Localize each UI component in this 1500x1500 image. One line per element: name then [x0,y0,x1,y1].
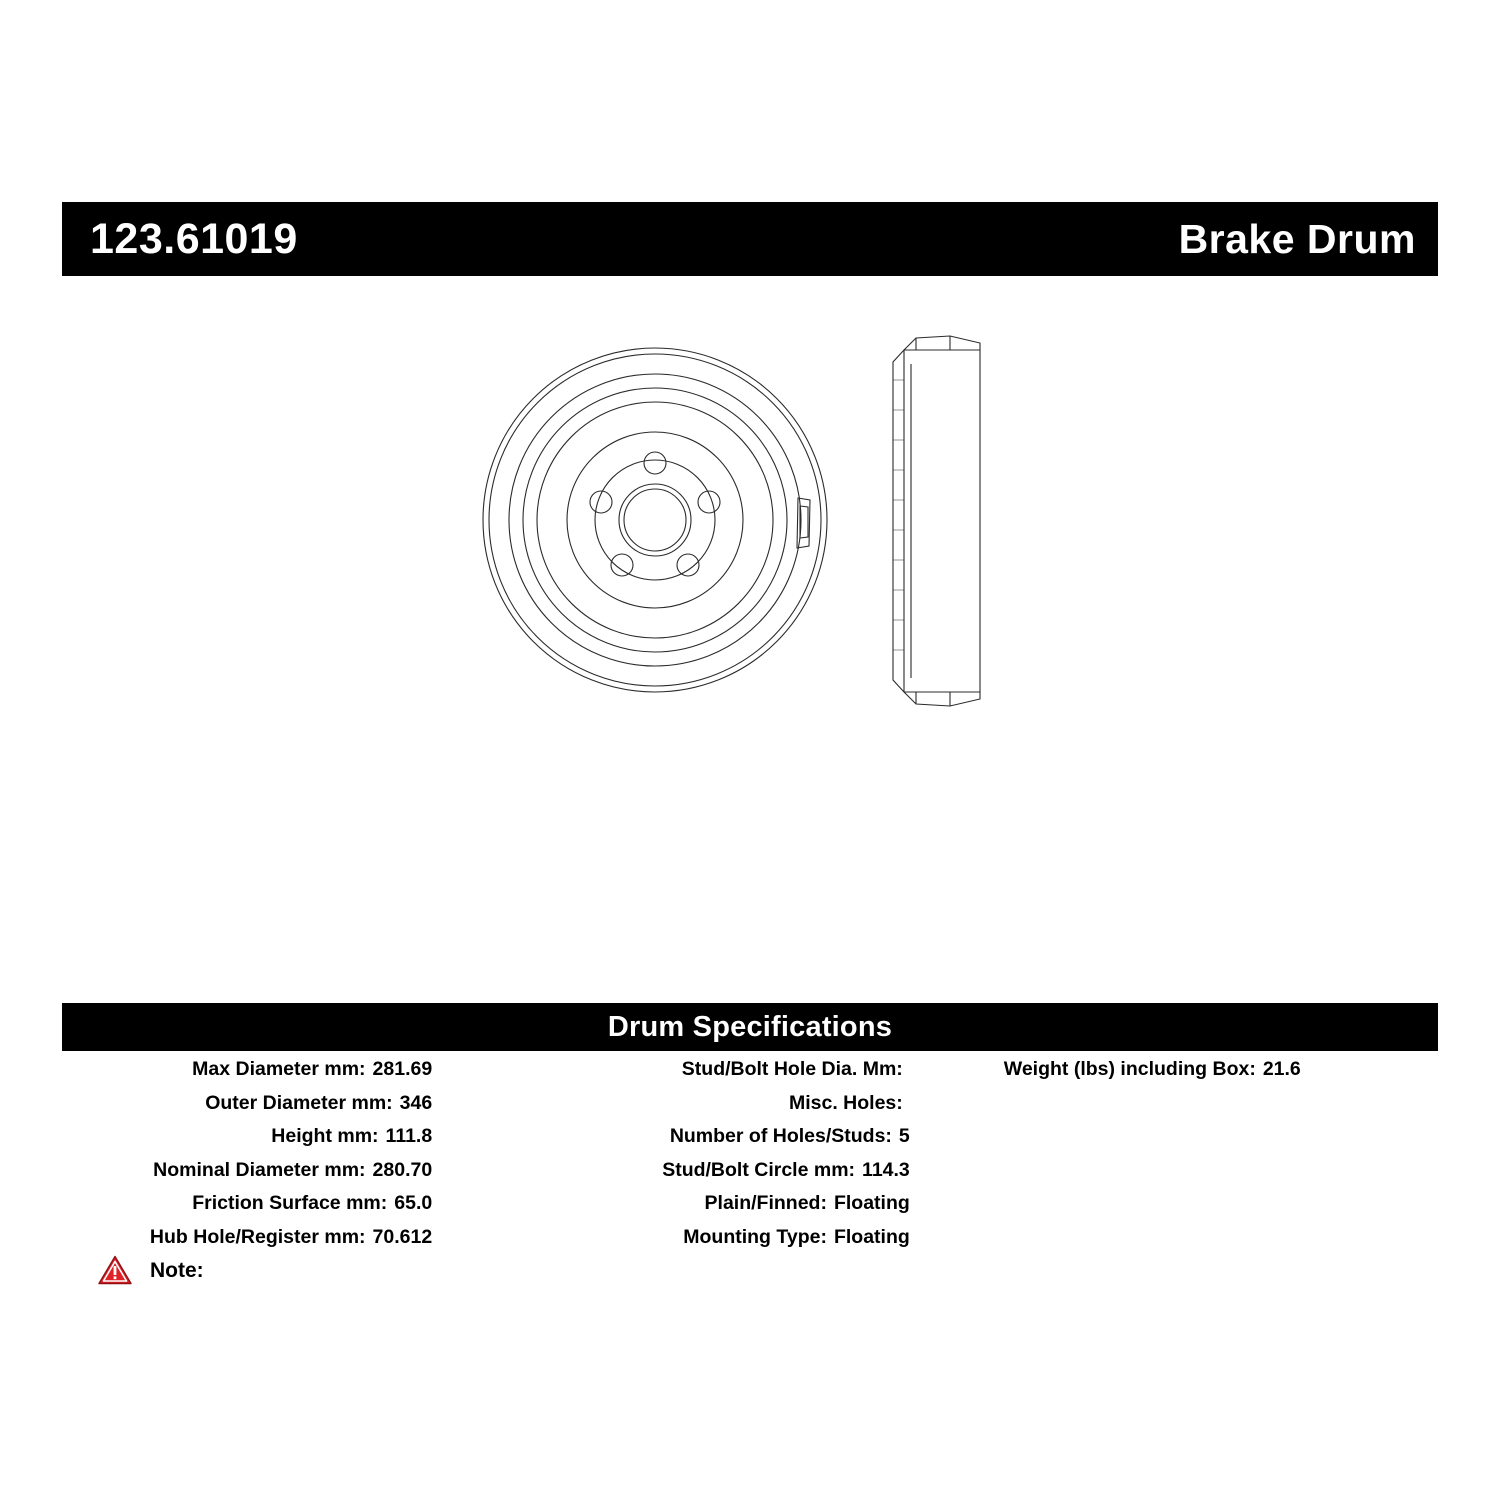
spec-columns [62,1060,1438,1261]
spec-row [520,1225,970,1248]
spec-value: 111.8 [385,1125,433,1147]
spec-column-2 [520,1060,980,1261]
spec-value: Floating [833,1225,910,1248]
product-illustration [480,320,1040,720]
spec-label: Friction Surface mm: [192,1192,388,1214]
spec-label: Number of Holes/Studs: [669,1125,892,1147]
spec-row [520,1194,970,1214]
spec-row [980,1060,1438,1080]
spec-label: Max Diameter mm: [192,1058,366,1080]
brake-drum-front-view [483,348,827,692]
note-label: Note: [150,1258,204,1282]
spec-label: Misc. Holes: [788,1091,903,1114]
spec-value: 70.612 [372,1225,433,1248]
spec-row [520,1091,970,1114]
header-bar [62,202,1438,276]
spec-row [520,1158,970,1181]
spec-value: 21.6 [1262,1058,1301,1080]
spec-row [62,1194,510,1214]
spec-label: Plain/Finned: [704,1192,827,1214]
spec-row [520,1127,970,1147]
spec-label: Weight (lbs) including Box: [1003,1058,1256,1080]
part-number: 123.61019 [90,214,298,263]
spec-row [62,1127,510,1147]
spec-value: 5 [898,1125,910,1147]
spec-value: 65.0 [394,1192,433,1214]
spec-section-title: Drum Specifications [607,1010,893,1043]
spec-label: Stud/Bolt Hole Dia. Mm: [681,1058,903,1080]
spec-label: Mounting Type: [683,1225,827,1248]
spec-row [62,1158,510,1181]
product-title: Brake Drum [1178,215,1416,262]
spec-row [62,1060,510,1080]
spec-label: Hub Hole/Register mm: [149,1225,366,1248]
spec-row [520,1060,970,1080]
spec-value: 280.70 [372,1158,433,1181]
spec-label: Stud/Bolt Circle mm: [662,1158,856,1181]
spec-label: Nominal Diameter mm: [153,1158,366,1181]
spec-value: 114.3 [862,1158,910,1181]
spec-label: Height mm: [271,1125,379,1147]
spec-value: 346 [399,1091,433,1114]
note-area [98,1255,214,1285]
spec-column-1 [62,1060,520,1261]
spec-section-header [62,1003,1438,1051]
brake-drum-side-section-view [893,336,980,706]
spec-value: 281.69 [372,1058,433,1080]
spec-label: Outer Diameter mm: [205,1091,393,1114]
spec-row [62,1091,510,1114]
warning-triangle-icon [98,1255,132,1285]
spec-value: Floating [833,1192,910,1214]
spec-column-3 [980,1060,1438,1261]
spec-row [62,1225,510,1248]
